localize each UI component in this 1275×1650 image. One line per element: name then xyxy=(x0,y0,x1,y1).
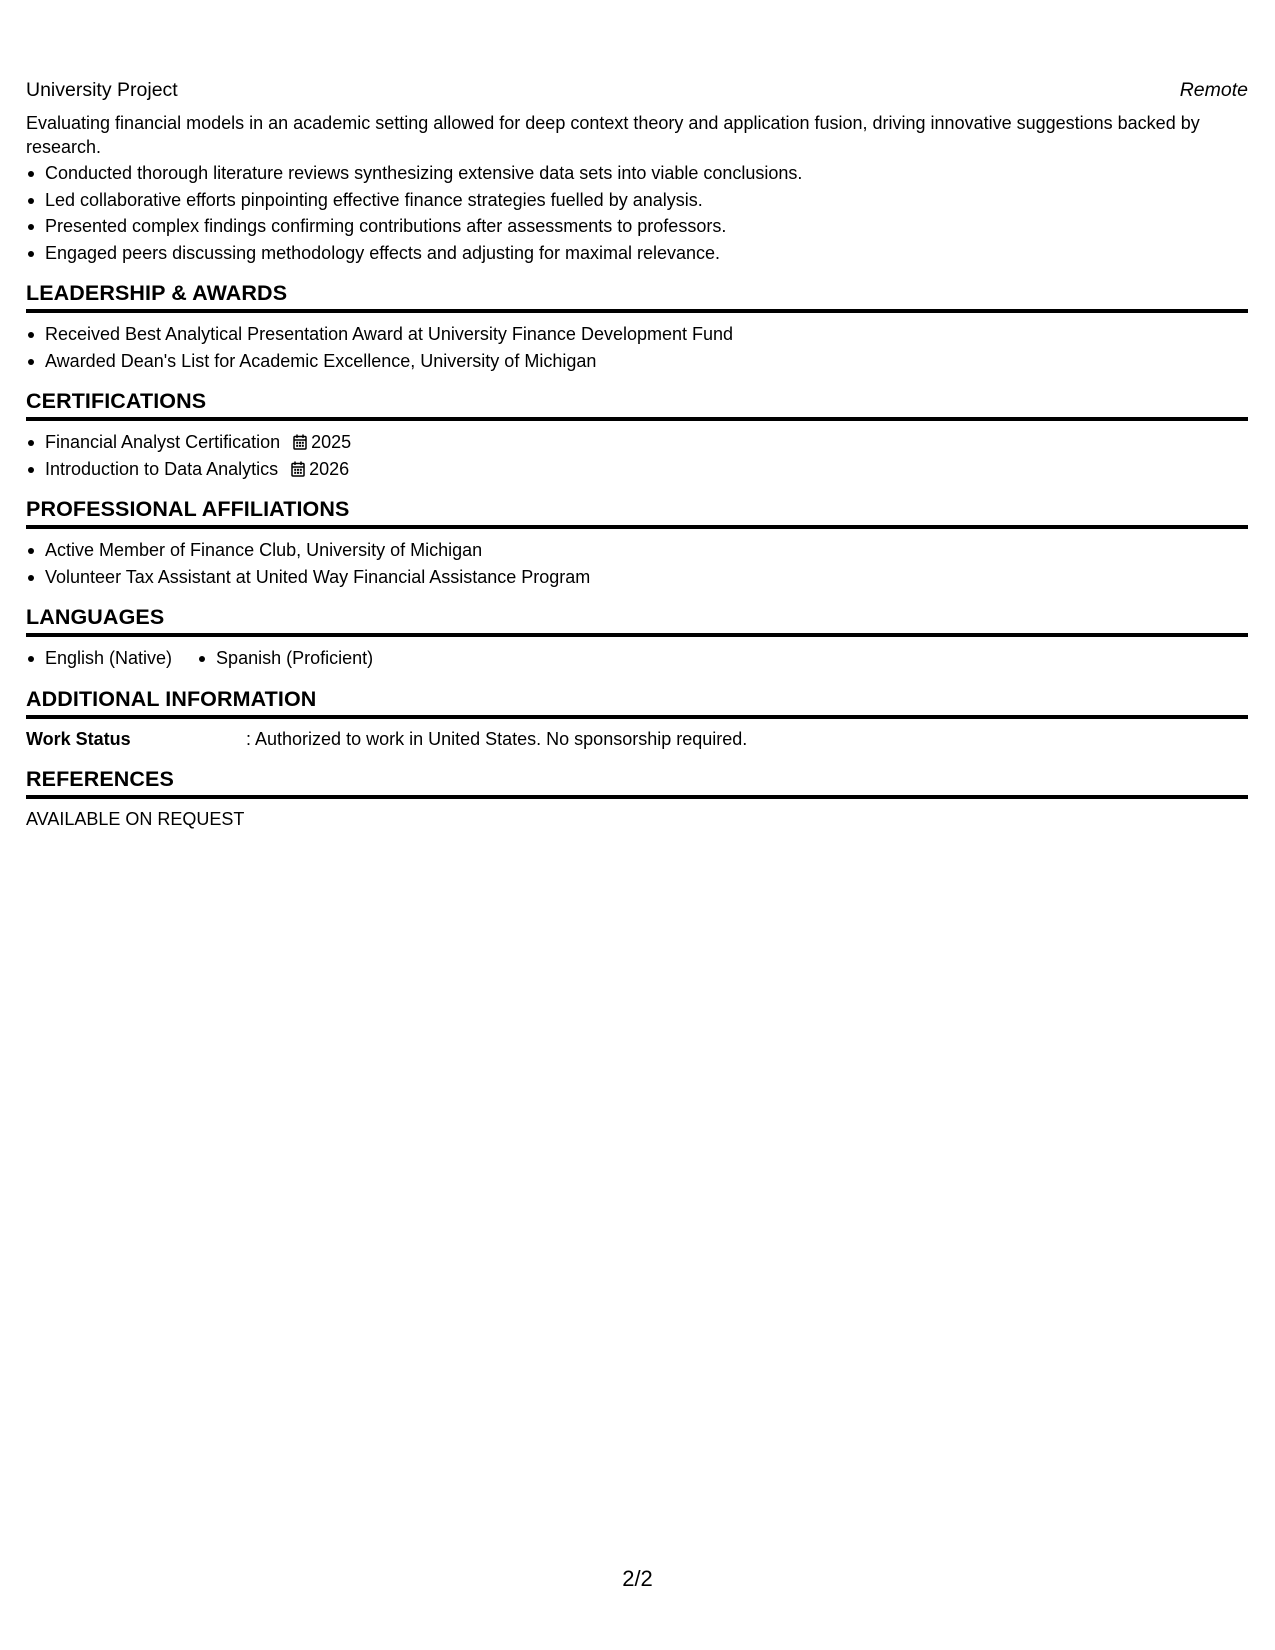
certification-date xyxy=(291,456,349,483)
entry-header xyxy=(26,78,1248,102)
leadership-list xyxy=(26,321,1248,374)
work-status-value: : Authorized to work in United States. No sponsorship required. xyxy=(246,729,748,749)
certification-date xyxy=(293,429,351,456)
certification-name: Introduction to Data Analytics xyxy=(45,458,279,479)
language-item: English (Native) xyxy=(26,645,172,671)
list-item: Received Best Analytical Presentation Award at University Finance Development Fund xyxy=(26,321,1248,348)
affiliations-list xyxy=(26,537,1248,590)
languages-list xyxy=(26,645,1248,671)
section-title: ADDITIONAL INFORMATION xyxy=(26,686,1248,719)
certification-item xyxy=(26,456,1248,483)
list-item: Volunteer Tax Assistant at United Way Financial Assistance Program xyxy=(26,564,1248,591)
page-number: 2/2 xyxy=(622,1566,653,1591)
bullet-item: Engaged peers discussing methodology effects and adjusting for maximal relevance. xyxy=(26,240,1248,267)
languages-section xyxy=(26,604,1248,671)
entry-title: University Project xyxy=(26,79,178,101)
language-item: Spanish (Proficient) xyxy=(197,645,373,671)
certification-year: 2025 xyxy=(311,432,352,452)
certifications-list xyxy=(26,429,1248,482)
certifications-section xyxy=(26,388,1248,482)
bullet-item: Conducted thorough literature reviews synthesizing extensive data sets into viable conclusions. xyxy=(26,160,1248,187)
section-title: CERTIFICATIONS xyxy=(26,388,1248,421)
affiliations-section xyxy=(26,496,1248,590)
list-item: Active Member of Finance Club, University of Michigan xyxy=(26,537,1248,564)
references-text: AVAILABLE ON REQUEST xyxy=(26,809,245,829)
section-title: PROFESSIONAL AFFILIATIONS xyxy=(26,496,1248,529)
additional-info-section xyxy=(26,686,1248,751)
work-status-row xyxy=(26,727,1248,751)
calendar-icon xyxy=(291,461,305,477)
entry-bullets xyxy=(26,160,1248,266)
entry-location: Remote xyxy=(1179,79,1248,101)
resume-page xyxy=(26,78,1248,831)
certification-name: Financial Analyst Certification xyxy=(45,432,281,452)
section-title: LEADERSHIP & AWARDS xyxy=(26,280,1248,313)
experience-entry xyxy=(26,78,1248,266)
references-section xyxy=(26,766,1248,831)
leadership-section xyxy=(26,280,1248,374)
certification-item xyxy=(26,429,1248,456)
calendar-icon xyxy=(293,434,307,450)
work-status-label: Work Status xyxy=(26,729,131,749)
list-item: Awarded Dean's List for Academic Excellence, University of Michigan xyxy=(26,348,1248,375)
bullet-item: Led collaborative efforts pinpointing effective finance strategies fuelled by analysis. xyxy=(26,187,1248,214)
section-title: REFERENCES xyxy=(26,766,1248,799)
entry-description: Evaluating financial models in an academic setting allowed for deep context theory and application fusion, driving innovative suggestions backed by research. xyxy=(26,113,1200,157)
section-title: LANGUAGES xyxy=(26,604,1248,637)
certification-year: 2026 xyxy=(309,458,350,479)
bullet-item: Presented complex findings confirming contributions after assessments to professors. xyxy=(26,213,1248,240)
